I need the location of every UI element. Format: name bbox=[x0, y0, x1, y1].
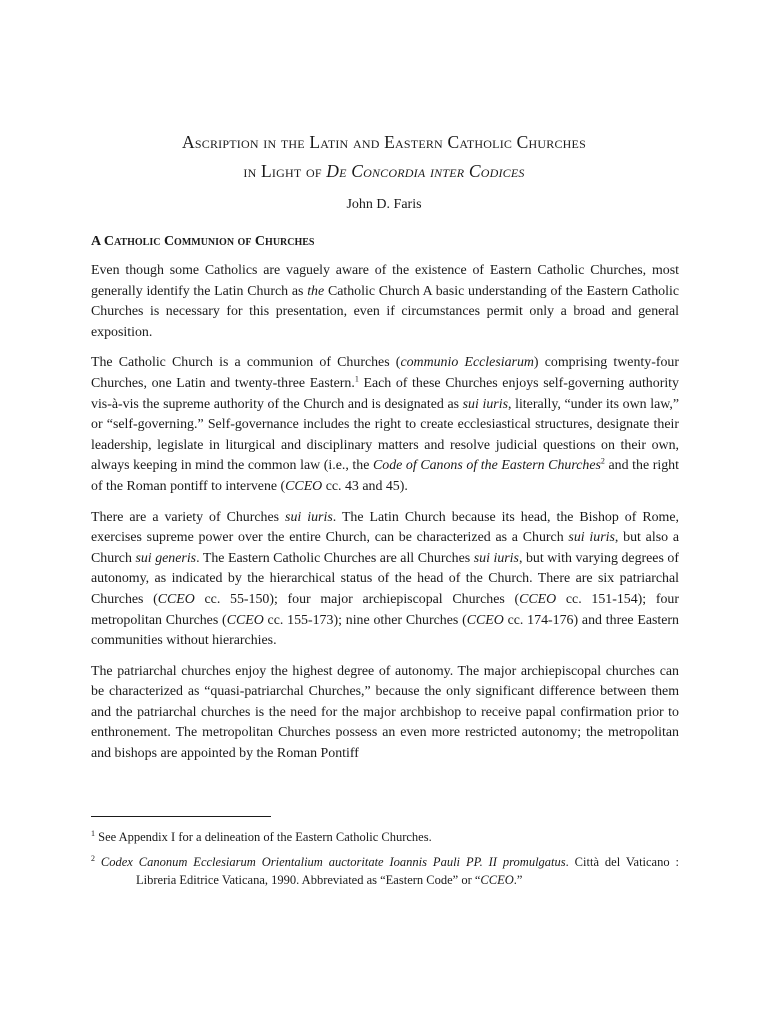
text-run: ) comprising twenty-four Churches, one Latin and twenty-three Eastern. bbox=[91, 355, 679, 391]
italic-run: sui iuris bbox=[568, 530, 615, 546]
italic-run: CCEO bbox=[285, 478, 323, 494]
italic-run: CCEO bbox=[466, 612, 504, 628]
section-heading: A Catholic Communion of Churches bbox=[91, 234, 315, 249]
text-run: There are a variety of Churches bbox=[91, 509, 286, 525]
italic-run: CCEO bbox=[226, 612, 264, 628]
text-run: The Catholic Church is a communion of Churches ( bbox=[91, 355, 401, 371]
italic-run: sui iuris bbox=[473, 550, 519, 566]
text-run: , but also a Church bbox=[91, 530, 679, 566]
italic-run: sui iuris bbox=[462, 396, 508, 412]
title-line-2 bbox=[0, 157, 768, 186]
text-run: cc. 155-173); nine other Churches ( bbox=[263, 612, 467, 628]
paragraph-3 bbox=[91, 508, 679, 652]
italic-run: communio Ecclesiarum bbox=[400, 355, 534, 371]
italic-run: the bbox=[307, 283, 325, 299]
footnote-number: 1 bbox=[91, 828, 95, 838]
text-run: . The Latin Church because its head, the Bishop of Rome, exercises supreme power over the entire Church, can be characterized as a Church bbox=[91, 509, 679, 546]
italic-run: CCEO bbox=[480, 873, 514, 887]
title-line-2-prefix: in Light of bbox=[243, 161, 322, 181]
text-run: and the right of the Roman pontiff to intervene ( bbox=[91, 458, 679, 494]
italic-run: CCEO bbox=[519, 591, 557, 607]
title-line-1: Ascription in the Latin and Eastern Catholic Churches bbox=[182, 132, 586, 152]
title-line-2-italic: De Concordia inter Codices bbox=[326, 161, 525, 181]
text-run: Catholic Church A basic understanding of the Eastern Catholic Churches is necessary for this presentation, even if circumstances permit only a broad and general exposition. bbox=[91, 283, 679, 340]
footnote-1 bbox=[91, 828, 679, 846]
italic-run: sui generis bbox=[135, 550, 197, 566]
italic-run: Code of Canons of the Eastern Churches bbox=[373, 458, 601, 474]
title-block bbox=[0, 128, 768, 215]
footnotes bbox=[91, 828, 679, 896]
author-name: John D. Faris bbox=[346, 197, 422, 212]
footnote-number: 2 bbox=[91, 853, 95, 863]
footnote-ref-2[interactable]: 2 bbox=[600, 456, 605, 466]
text-run: cc. 55-150); four major archiepiscopal Churches ( bbox=[194, 591, 520, 607]
text-run: Even though some Catholics are vaguely aware of the existence of Eastern Catholic Churches, most generally identify the Latin Church as bbox=[91, 263, 679, 299]
text-run: . The Eastern Catholic Churches are all Churches bbox=[196, 550, 474, 566]
footnote-text: See Appendix I for a delineation of the Eastern Catholic Churches. bbox=[95, 830, 432, 844]
footnote-2 bbox=[91, 853, 679, 889]
paragraph-1 bbox=[91, 261, 679, 343]
text-run: Each of these Churches enjoys self-governing authority vis-à-vis the supreme authority of the Church and is designated as bbox=[91, 375, 679, 412]
footnote-text: .” bbox=[513, 873, 523, 887]
italic-run: sui iuris bbox=[285, 509, 333, 525]
italic-run: CCEO bbox=[157, 591, 195, 607]
footnote-text: . Città del Vaticano : Libreria Editrice Vaticana, 1990. Abbreviated as “Eastern Code” or “ bbox=[136, 855, 680, 887]
footnote-ref-1[interactable]: 1 bbox=[354, 374, 359, 384]
text-run: The patriarchal churches enjoy the highest degree of autonomy. The major archiepiscopal churches can be characterized as “quasi-patriarchal Churches,” because the only significant difference between them and the patriarchal churches is the need for the major archbishop to receive papal confirmation prior to enthronement. The metropolitan Churches possess an even more restricted autonomy; the metropolitan and bishops are appointed by the Roman Pontiff bbox=[91, 663, 679, 762]
text-run: cc. 151-154); four metropolitan Churches ( bbox=[91, 591, 679, 628]
text-run: , but with varying degrees of autonomy, as indicated by the hierarchical status of the head of the Church. There are six patriarchal Churches ( bbox=[91, 550, 679, 607]
paragraph-2 bbox=[91, 353, 679, 497]
body-text bbox=[91, 261, 679, 775]
footnote-divider bbox=[91, 816, 271, 817]
text-run: , literally, “under its own law,” or “self-governing.” Self-governance includes the right to create ecclesiastical structures, designate their leadership, legislate in liturgical and disciplinary matters and resolve judicial questions on their own, always keeping in mind the common law (i.e., the bbox=[91, 396, 679, 474]
paragraph-4 bbox=[91, 662, 679, 765]
text-run: cc. 174-176) and three Eastern communities without hierarchies. bbox=[91, 612, 680, 649]
italic-run: Codex Canonum Ecclesiarum Orientalium auctoritate Ioannis Pauli PP. II promulgatus bbox=[95, 855, 566, 869]
text-run: cc. 43 and 45). bbox=[322, 478, 408, 494]
